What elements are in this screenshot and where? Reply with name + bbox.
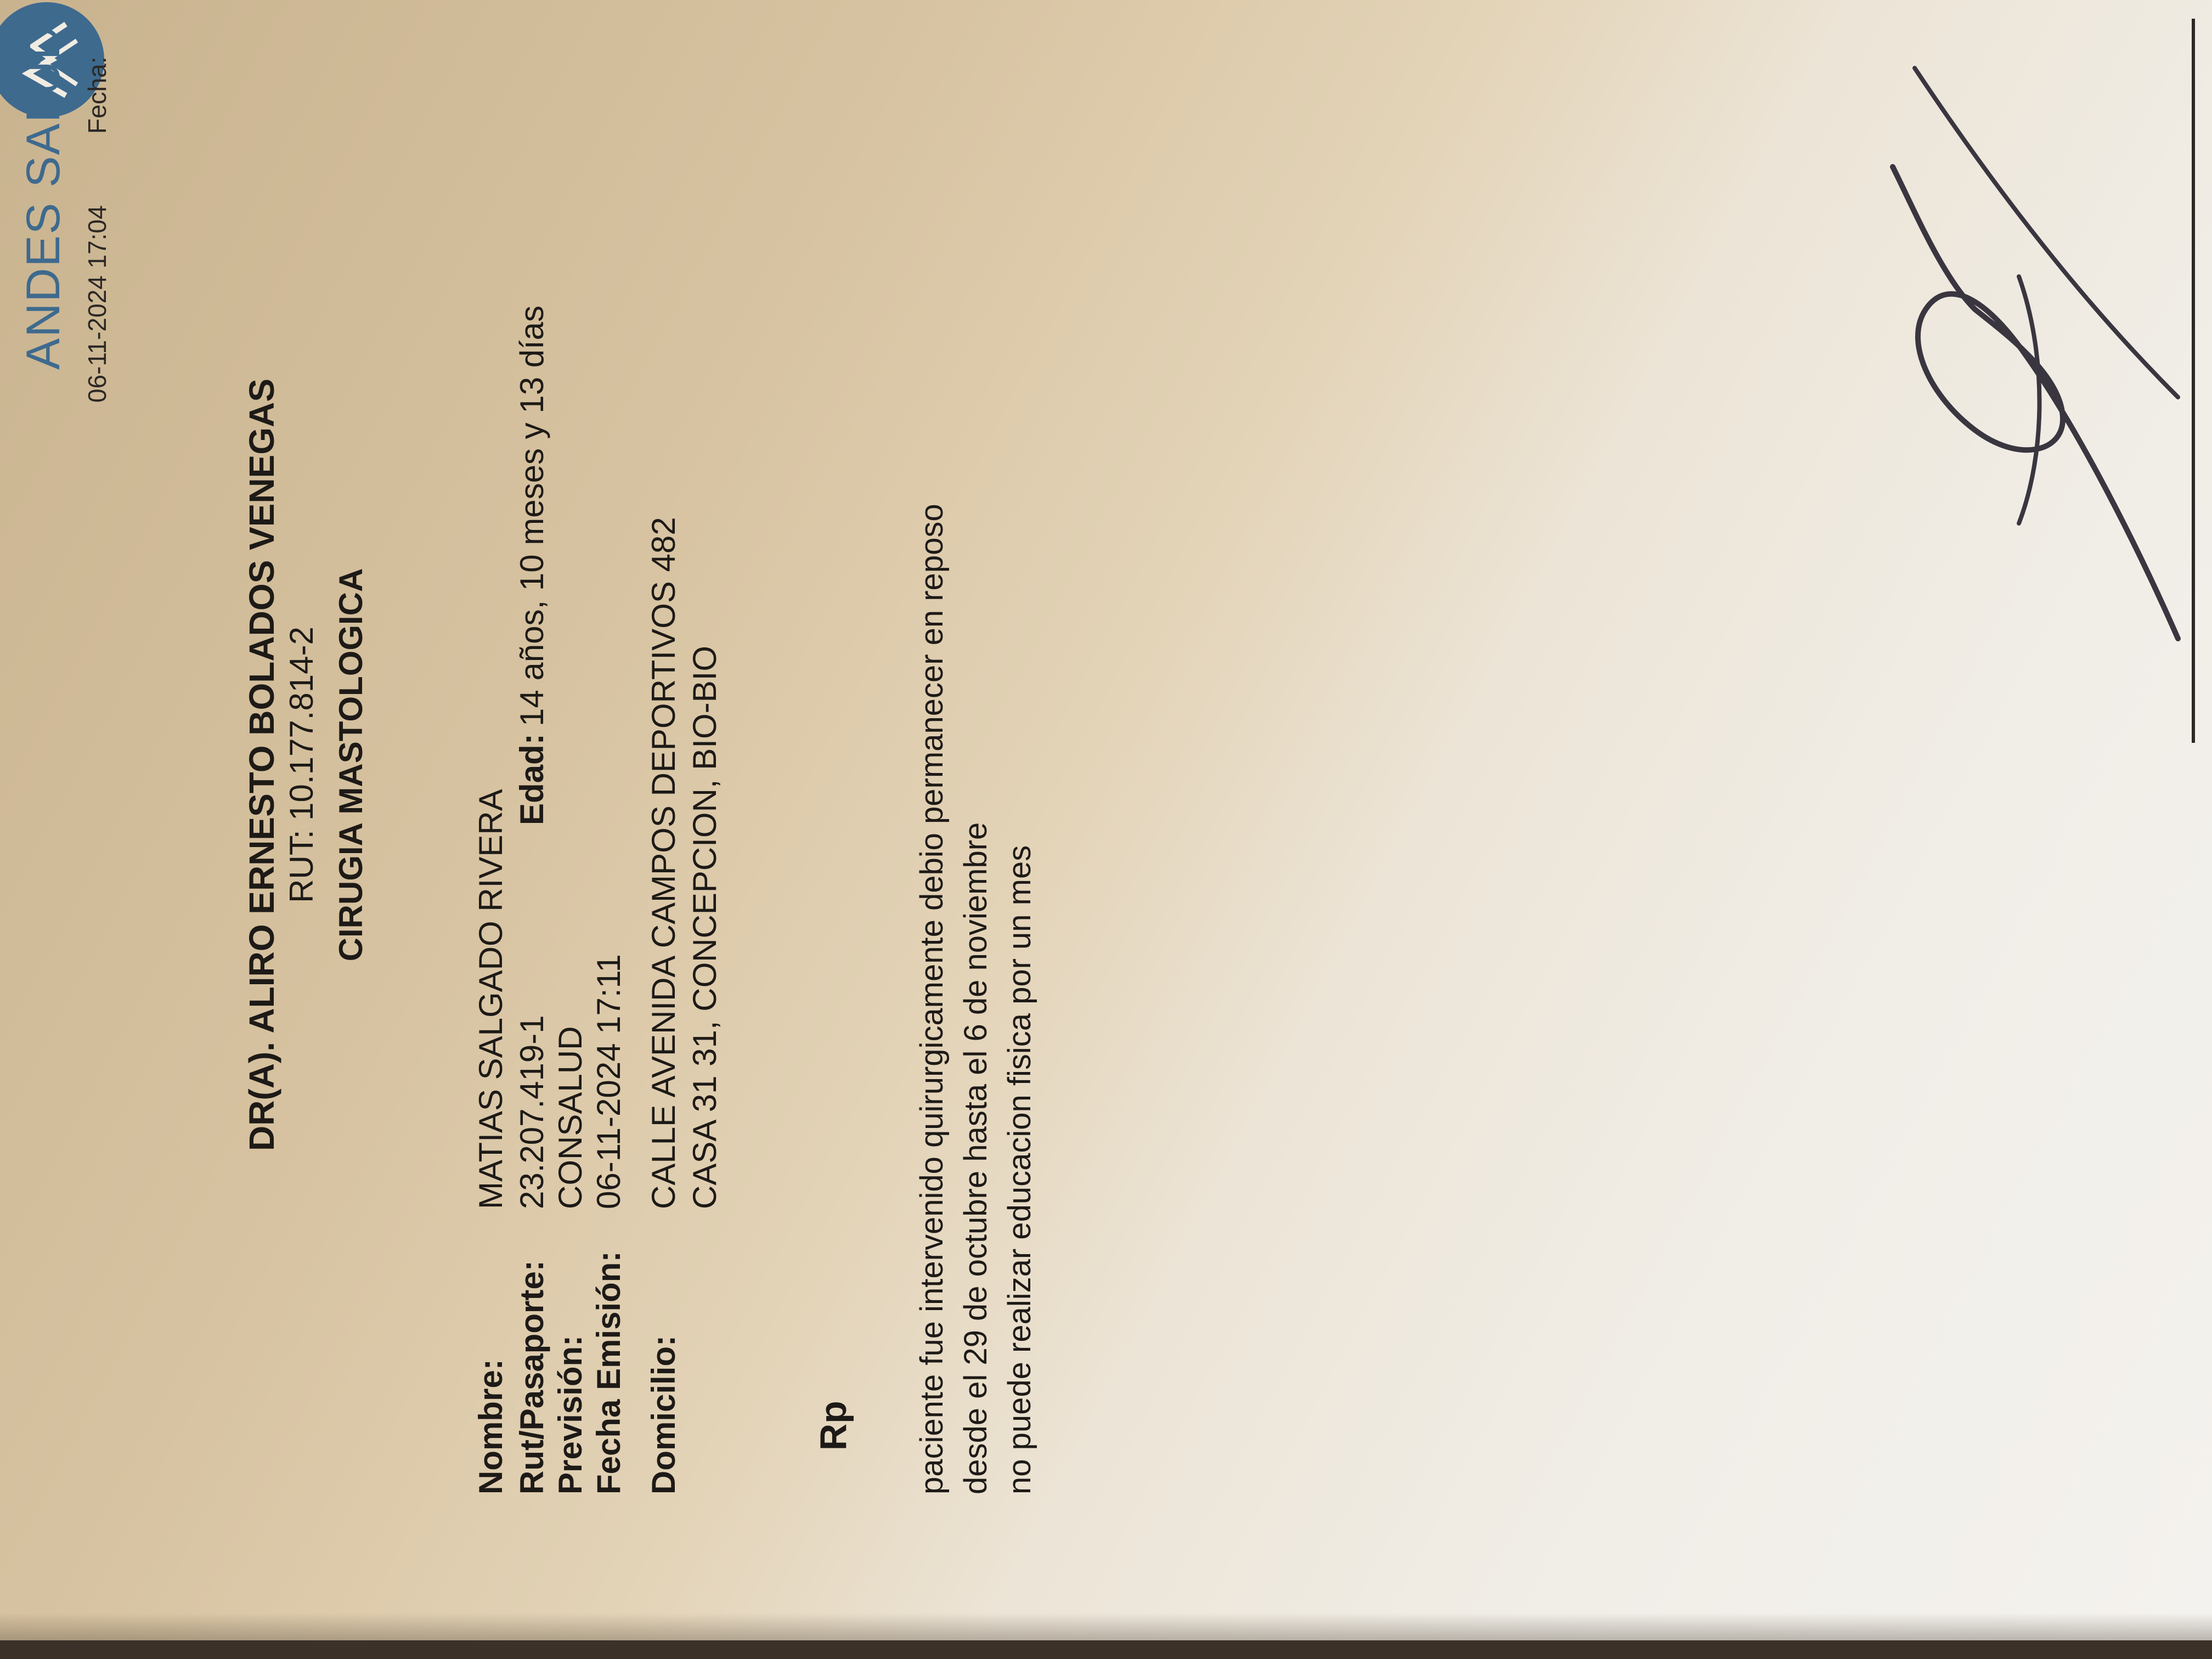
nombre-value: MATIAS SALGADO RIVERA [472,789,509,1209]
fecha-label: Fecha: [83,57,111,134]
domicilio-label: Domicilio: [645,1335,682,1494]
prevision-label: Previsión: [552,1335,589,1494]
background-surface [0,1640,2212,1659]
brand-name: ANDES SALUD [17,25,70,370]
rut-label: Rut/Pasaporte: [514,1260,550,1494]
fecha-emision-value: 06-11-2024 17:11 [590,954,627,1209]
prescription-line: desde el 29 de octubre hasta el 6 de noviembre [958,822,994,1494]
prescription-line: paciente fue intervenido quirurgicamente debio permanecer en reposo [914,504,950,1494]
fecha-emision-label: Fecha Emisión: [590,1251,627,1494]
edad-label: Edad: [514,733,550,825]
domicilio-line1: CALLE AVENIDA CAMPOS DEPORTIVOS 482 [645,517,682,1209]
signature-line [2192,19,2195,743]
domicilio-line2: CASA 31 31, CONCEPCION, BIO-BIO [686,646,723,1209]
handwritten-signature [1882,57,2189,661]
rp-heading: Rp [812,1401,854,1451]
rut-value: 23.207.419-1 [514,1015,550,1209]
edad-value: 14 años, 10 meses y 13 días [514,305,550,726]
doctor-name: DR(A). ALIRO ERNESTO BOLADOS VENEGAS [242,378,281,1152]
prescription-line: no puede realizar educacion fisica por un mes [1002,845,1037,1494]
nombre-label: Nombre: [472,1359,509,1494]
fecha-value: 06-11-2024 17:04 [83,205,111,403]
doctor-rut: RUT: 10.177.814-2 [283,627,320,903]
doctor-speciality: CIRUGIA MASTOLOGICA [332,568,369,962]
prevision-value: CONSALUD [552,1026,589,1209]
